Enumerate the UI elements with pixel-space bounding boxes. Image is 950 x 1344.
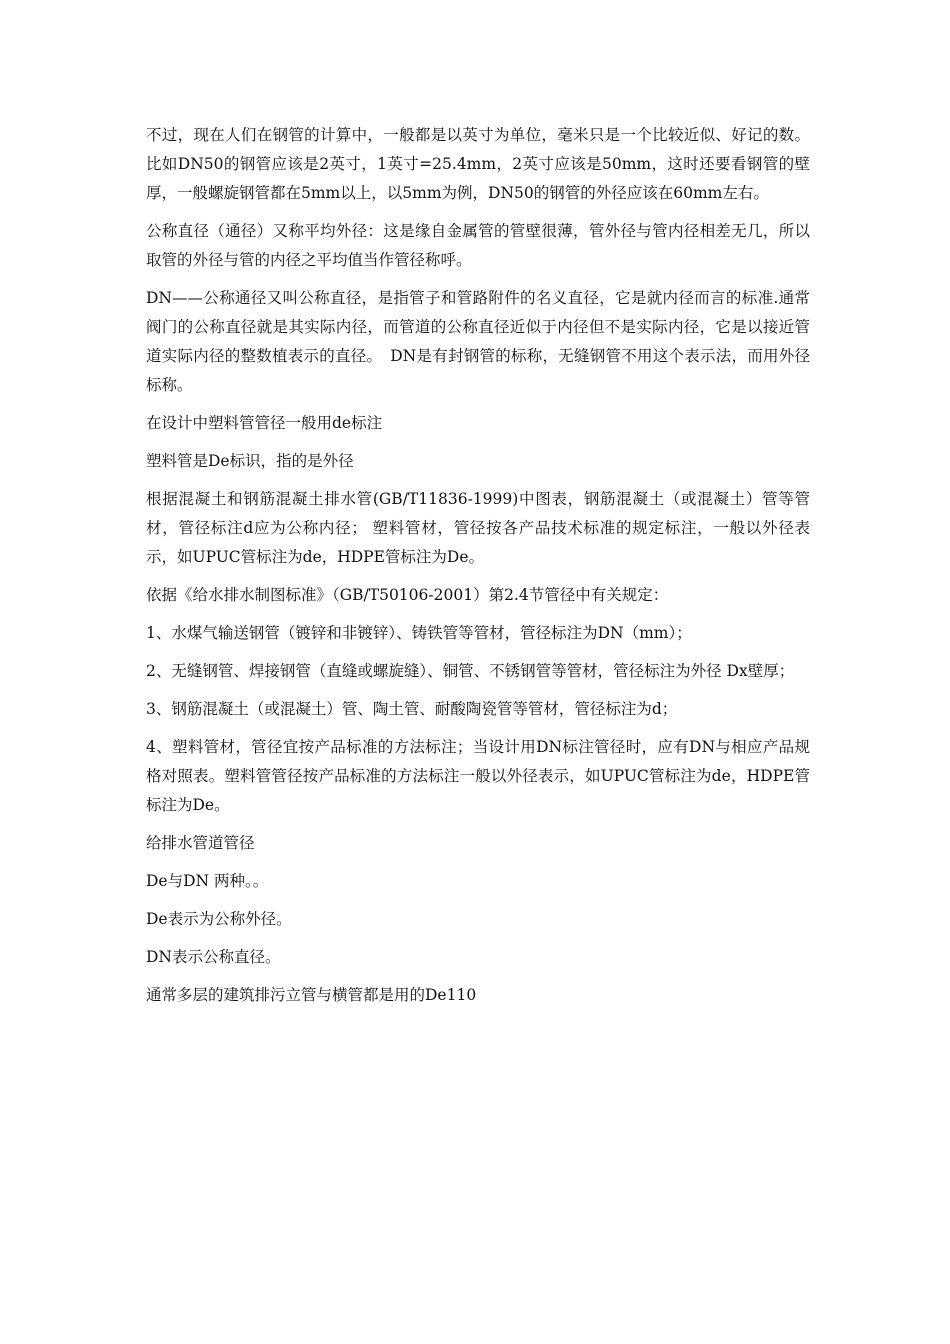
list-item-1: 1、水煤气输送钢管（镀锌和非镀锌）、铸铁管等管材，管径标注为DN（mm）； (146, 624, 692, 642)
list-item-3: 3、钢筋混凝土（或混凝土）管、陶土管、耐酸陶瓷管等管材，管径标注为d； (146, 700, 678, 718)
paragraph-drawing-standard: 依据《给水排水制图标准》（GB/T50106-2001）第2.4节管径中有关规定： (146, 586, 669, 604)
paragraph-plastic-outer: 塑料管是De标识，指的是外径 (146, 452, 354, 470)
paragraph-de-dn: De与DN 两种。。 (146, 872, 269, 890)
paragraph-inch-unit: 不过，现在人们在钢管的计算中，一般都是以英寸为单位，毫米只是一个比较近似、好记的数。比如DN50的钢管应该是2英寸，1英寸=25.4mm，2英寸应该是50mm，这时还要看钢管的壁厚，一般螺旋钢管都在5mm以上，以5mm为例，DN50的钢管的外径应该在60mm左右。 (146, 126, 810, 202)
paragraph-dn-definition: DN——公称通径又叫公称直径，是指管子和管路附件的名义直径，它是就内径而言的标准.通常阀门的公称直径就是其实际内径，而管道的公称直径近似于内径但不是实际内径，它是以接近管道实际内径的整数植表示的直径。 DN是有封钢管的标称，无缝钢管不用这个表示法，而用外径标称。 (146, 289, 810, 394)
paragraph-gb-standard: 根据混凝土和钢筋混凝土排水管(GB/T11836-1999)中图表，钢筋混凝土（或混凝土）管等管材，管径标注d应为公称内径； 塑料管材，管径按各产品技术标准的规定标注，一般以外径表示，如UPUC管标注为de，HDPE管标注为De。 (146, 490, 810, 566)
paragraph-nominal-diameter: 公称直径（通径）又称平均外径：这是缘自金属管的管壁很薄，管外径与管内径相差无几，所以取管的外径与管的内径之平均值当作管径称呼。 (146, 222, 810, 269)
paragraph-dn-meaning: DN表示公称直径。 (146, 948, 281, 966)
paragraph-pipe-diameter-heading: 给排水管道管径 (146, 834, 255, 852)
list-item-4: 4、塑料管材，管径宜按产品标准的方法标注；当设计用DN标注管径时，应有DN与相应产品规格对照表。塑料管管径按产品标准的方法标注一般以外径表示，如UPUC管标注为de，HDPE管标注为De。 (146, 738, 810, 814)
paragraph-de110: 通常多层的建筑排污立管与横管都是用的De110 (146, 986, 477, 1004)
paragraph-plastic-de: 在设计中塑料管管径一般用de标注 (146, 414, 383, 432)
document-body (146, 121, 810, 1019)
list-item-2: 2、无缝钢管、焊接钢管（直缝或螺旋缝）、铜管、不锈钢管等管材，管径标注为外径 Dx壁厚； (146, 662, 795, 680)
paragraph-de-meaning: De表示为公称外径。 (146, 910, 292, 928)
